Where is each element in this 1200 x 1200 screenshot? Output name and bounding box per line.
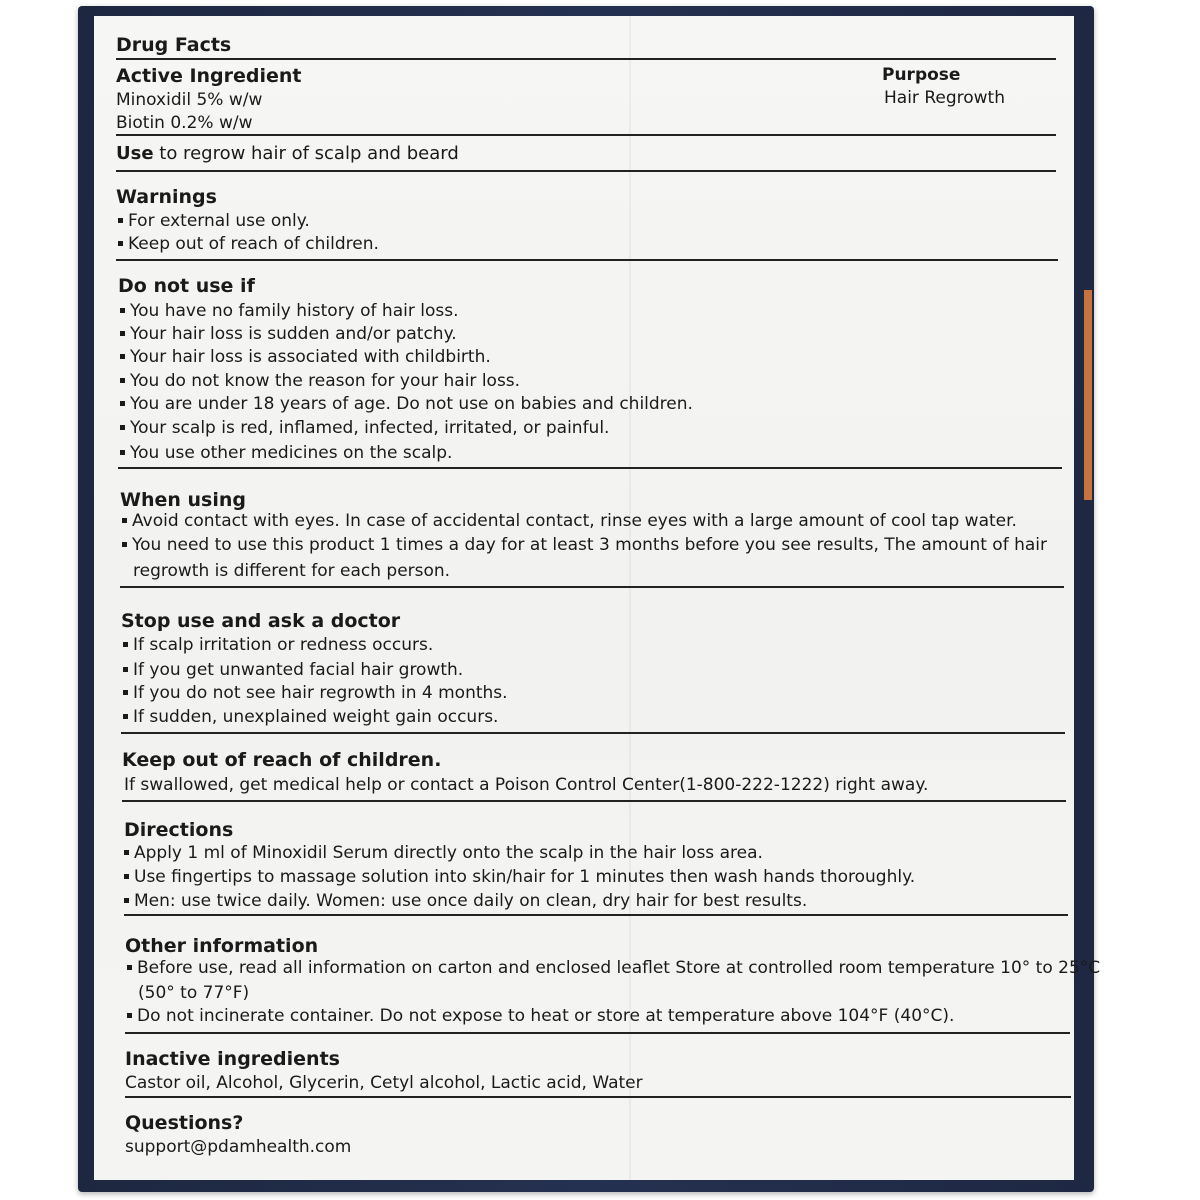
list-item: Do not incinerate container. Do not expose to heat or store at temperature above 104°F (40°C).: [127, 1005, 954, 1027]
do-not-use-heading: Do not use if: [118, 275, 255, 297]
questions-heading: Questions?: [125, 1112, 244, 1134]
list-item: You are under 18 years of age. Do not use on babies and children.: [120, 393, 693, 415]
drug-facts-label: [94, 16, 1101, 1180]
rule: [116, 259, 1058, 261]
list-item: Your hair loss is sudden and/or patchy.: [120, 323, 457, 345]
keep-out-heading: Keep out of reach of children.: [122, 749, 442, 771]
rule: [125, 1032, 1070, 1034]
rule: [116, 170, 1056, 172]
list-item: If sudden, unexplained weight gain occurs.: [123, 706, 498, 728]
list-item: You use other medicines on the scalp.: [120, 442, 452, 464]
list-item: Before use, read all information on carton and enclosed leaflet Store at controlled room temperature 10° to 25°C: [127, 957, 1100, 979]
active-ingredient-2: Biotin 0.2% w/w: [116, 113, 253, 133]
purpose-value: Hair Regrowth: [884, 88, 1005, 108]
list-item: Avoid contact with eyes. In case of accidental contact, rinse eyes with a large amount of cool tap water.: [122, 510, 1017, 532]
active-ingredient-heading: Active Ingredient: [116, 65, 302, 87]
list-item-continued: (50° to 77°F): [138, 983, 250, 1003]
rule: [116, 134, 1056, 136]
list-item: If you do not see hair regrowth in 4 months.: [123, 682, 508, 704]
list-item: You need to use this product 1 times a day for at least 3 months before you see results, The amount of hair: [122, 534, 1047, 556]
questions-email: support@pdamhealth.com: [125, 1137, 352, 1157]
list-item: If you get unwanted facial hair growth.: [123, 659, 463, 681]
inactive-ingredients-heading: Inactive ingredients: [125, 1048, 340, 1070]
list-item: Keep out of reach of children.: [118, 233, 379, 255]
use-text: to regrow hair of scalp and beard: [153, 143, 459, 164]
directions-heading: Directions: [124, 819, 234, 841]
rule: [124, 914, 1068, 916]
active-ingredient-1: Minoxidil 5% w/w: [116, 90, 263, 110]
purpose-heading: Purpose: [882, 65, 961, 85]
list-item: Use fingertips to massage solution into skin/hair for 1 minutes then wash hands thoroughly.: [124, 866, 915, 888]
keep-out-text: If swallowed, get medical help or contact a Poison Control Center(1-800-222-1222) right away.: [124, 775, 929, 795]
rule: [116, 58, 1056, 60]
box-accent-stripe: [1084, 290, 1092, 500]
rule: [120, 586, 1064, 588]
list-item: Men: use twice daily. Women: use once daily on clean, dry hair for best results.: [124, 890, 807, 912]
other-information-heading: Other information: [125, 935, 319, 957]
rule: [125, 1096, 1071, 1098]
list-item: If scalp irritation or redness occurs.: [123, 634, 433, 656]
when-using-heading: When using: [120, 489, 246, 511]
drug-facts-title: Drug Facts: [116, 34, 232, 56]
rule: [122, 800, 1066, 802]
list-item: Your scalp is red, inflamed, infected, irritated, or painful.: [120, 417, 609, 439]
use-line: [116, 143, 459, 165]
rule: [118, 467, 1062, 469]
inactive-ingredients-text: Castor oil, Alcohol, Glycerin, Cetyl alcohol, Lactic acid, Water: [125, 1073, 643, 1093]
rule: [121, 732, 1065, 734]
list-item-continued: regrowth is different for each person.: [133, 561, 451, 581]
stop-use-heading: Stop use and ask a doctor: [121, 610, 401, 632]
list-item: Apply 1 ml of Minoxidil Serum directly onto the scalp in the hair loss area.: [124, 842, 763, 864]
list-item: You have no family history of hair loss.: [120, 300, 459, 322]
use-label: Use: [116, 143, 154, 164]
warnings-heading: Warnings: [116, 186, 217, 208]
list-item: For external use only.: [118, 210, 310, 232]
list-item: Your hair loss is associated with childbirth.: [120, 346, 491, 368]
list-item: You do not know the reason for your hair loss.: [120, 370, 520, 392]
